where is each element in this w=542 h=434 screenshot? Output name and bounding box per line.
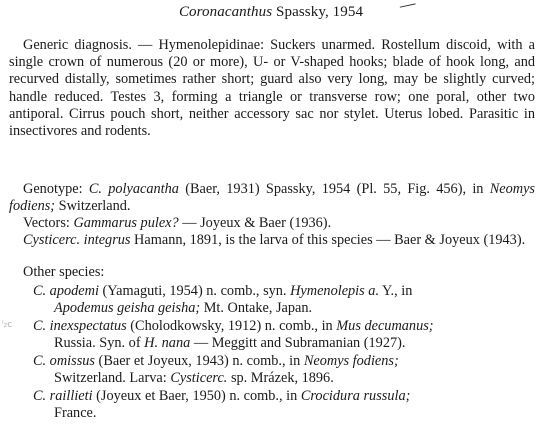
species-name: C. apodemi [33, 283, 99, 299]
vectors-label: Vectors: [23, 215, 74, 231]
genotype-host: Neomys fodiens; [9, 181, 535, 215]
list-item: C. raillieti (Joyeux et Baer, 1950) n. comb., in Crocidura russula; France. [33, 388, 411, 422]
diagnosis-text: Generic diagnosis. — Hymenolepidinae: Suckers unarmed. Rostellum discoid, with a single crown of numerous (20 or more), U- or V-shaped hooks; blade of hook long, and recurved distally, sometimes rather short; guard also very long, may be slightly curved; handle reduced. Testes 3, forming a triangle or transverse row; one poral, other two antiporal. Cirrus pouch short, neither accessory sac nor stylet. Uterus lobed. Parasitic in insectivores and rodents. [9, 37, 535, 140]
genotype-species: C. polyacantha [88, 181, 179, 197]
genotype-label: Genotype: [23, 181, 89, 197]
genotype-paragraph [9, 181, 535, 215]
other-species-heading: Other species: [23, 264, 105, 280]
list-item: C. inexspectatus (Cholodkowsky, 1912) n. comb., in Mus decumanus; Russia. Syn. of H. nana — Meggitt and Subramanian (1927). [33, 318, 434, 352]
cysticercus-paragraph [9, 232, 535, 249]
generic-diagnosis [9, 37, 535, 140]
list-item: C. omissus (Baer et Joyeux, 1943) n. comb., in Neomys fodiens; Switzerland. Larva: Cysticerc. sp. Mrázek, 1896. [33, 353, 399, 387]
section-title [0, 3, 542, 21]
vectors-citation: — Joyeux & Baer (1936). [178, 215, 332, 231]
species-host: Mus decumanus; [336, 318, 434, 334]
species-name: C. raillieti [33, 388, 93, 404]
cysticercus-note: Hamann, 1891, is the larva of this species — Baer & Joyeux (1943). [130, 232, 526, 248]
genotype-locality: Switzerland. [55, 198, 131, 215]
species-host: Crocidura russula; [300, 388, 411, 404]
vectors-species: Gammarus pulex? [73, 215, 179, 231]
species-host: Apodemus geisha geisha; [54, 300, 201, 317]
vectors-paragraph [9, 215, 535, 232]
cysticercus-species: Cysticerc. integrus [23, 232, 131, 248]
genus-name: Coronacanthus [178, 4, 273, 20]
species-name: C. inexspectatus [33, 318, 127, 334]
margin-mark: ⁱ₂c [2, 320, 13, 330]
genus-authority: Spassky, 1954 [276, 4, 364, 20]
species-host: Neomys fodiens; [303, 353, 399, 369]
genotype-citation: (Baer, 1931) Spassky, 1954 (Pl. 55, Fig. 456), in [178, 181, 490, 197]
species-name: C. omissus [33, 353, 95, 369]
list-item: C. apodemi (Yamaguti, 1954) n. comb., syn. Hymenolepis a. Y., in Apodemus geisha geisha; Mt. Ontake, Japan. [33, 283, 413, 317]
